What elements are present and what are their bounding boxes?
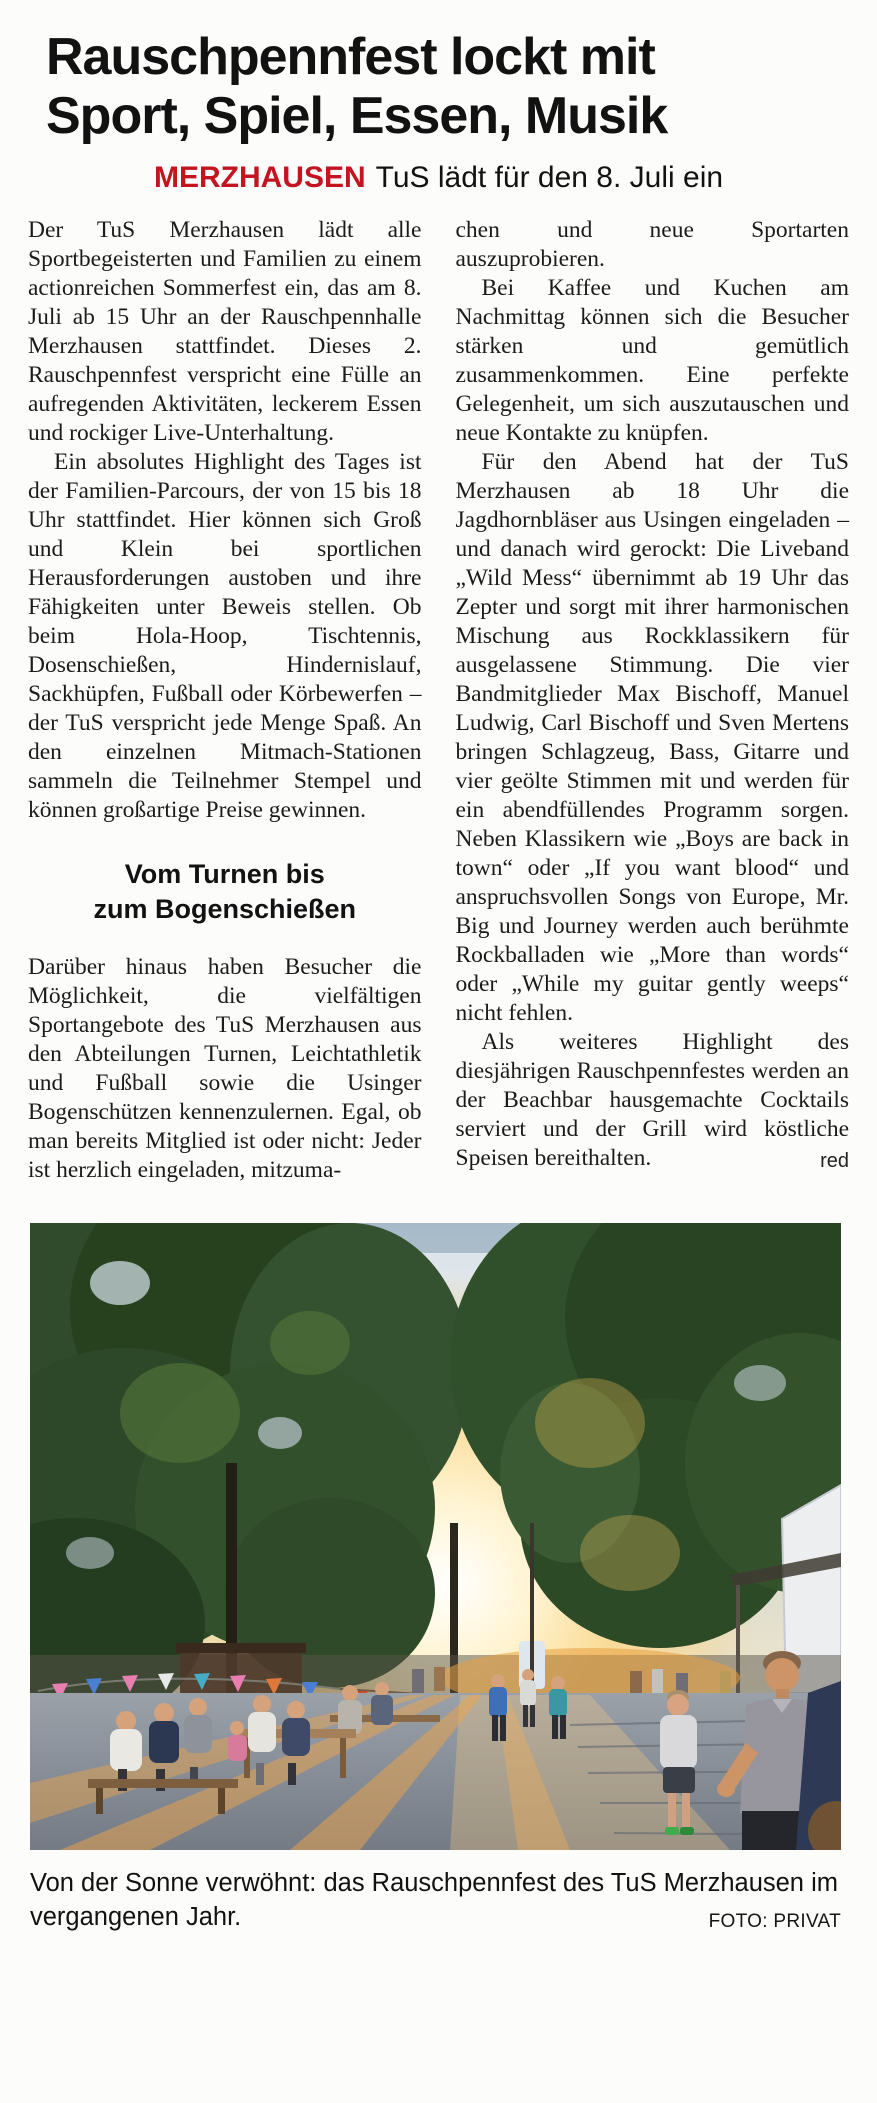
paragraph: Für den Abend hat der TuS Merzhausen ab 18 Uhr die Jagdhornbläser aus Usingen eingeladen – und danach wird gerockt: Die Liveband „Wild Mess“ übernimmt ab 19 Uhr das Zepter und sorgt mit ihrer harmonischen Mischung aus Rockklassikern für ausgelassene Stimmung. Die vier Bandmitglieder Max Bischoff, Manuel Ludwig, Carl Bischoff und Sven Mertens bringen Schlagzeug, Bass, Gitarre und vier geölte Stimmen mit und werden für ein abendfüllendes Programm sorgen. Neben Klassikern wie „Boys are back in town“ oder „If you want blood“ und anspruchsvollen Songs von Europe, Mr. Big und Journey werden auch berühmte Rockballaden wie „More than words“ oder „While my guitar gently weeps“ nicht fehlen. [455, 448, 849, 1026]
photo-credit: FOTO: PRIVAT [708, 1910, 841, 1932]
article-photo [30, 1223, 841, 1850]
paragraph: Bei Kaffee und Kuchen am Nachmittag können sich die Besucher stärken und gemütlich zusammenkommen. Eine perfekte Gelegenheit, um sich auszutauschen und neue Kontakte zu knüpfen. [455, 274, 849, 446]
article-headline [46, 28, 849, 146]
crosshead-line-1: Vom Turnen bis [124, 858, 325, 889]
paragraph: Der TuS Merzhausen lädt alle Sportbegeisterten und Familien zu einem actionreichen Sommerfest ein, das am 8. Juli ab 15 Uhr an der Rauschpennhalle Merzhausen stattfindet. Dieses 2. Rauschpennfest verspricht eine Fülle an aufregenden Aktivitäten, leckerem Essen und rockiger Live-Unterhaltung. [28, 216, 422, 446]
deck-text: TuS lädt für den 8. Juli ein [375, 160, 724, 194]
crosshead [28, 857, 422, 927]
paragraph-text: Als weiteres Highlight des diesjährigen Rauschpennfestes werden an der Beachbar hausgemachte Cocktails serviert und der Grill wird köstliche Speisen bereithalten. [455, 1028, 849, 1171]
headline-line-1: Rauschpennfest lockt mit [46, 28, 655, 86]
photo-caption [30, 1866, 841, 1934]
caption-text: Von der Sonne verwöhnt: das Rauschpennfest des TuS Merzhausen im vergangenen Jahr. [30, 1868, 838, 1931]
author-signature: red [820, 1149, 849, 1172]
headline-line-2: Sport, Spiel, Essen, Musik [46, 86, 668, 145]
paragraph: Darüber hinaus haben Besucher die Möglichkeit, die vielfältigen Sportangebote des TuS Merzhausen aus den Abteilungen Turnen, Leichtathletik und Fußball sowie die Usinger Bogenschützen kennenzulernen. Egal, ob man bereits Mitglied ist oder nicht: Jeder ist herzlich eingeladen, mitzuma- [28, 953, 422, 1183]
column-right [456, 216, 850, 1185]
paragraph [456, 1028, 850, 1173]
article-photo-figure [30, 1223, 849, 1850]
article-body [28, 216, 849, 1185]
paragraph: Ein absolutes Highlight des Tages ist der Familien-Parcours, der von 15 bis 18 Uhr stattfindet. Hier können sich Groß und Klein bei sportlichen Herausforderungen austoben und ihre Fähigkeiten unter Beweis stellen. Ob beim Hola-Hoop, Tischtennis, Dosenschießen, Hindernislauf, Sackhüpfen, Fußball oder Körbewerfen – der TuS verspricht jede Menge Spaß. An den einzelnen Mitmach-Stationen sammeln die Teilnehmer Stempel und können großartige Preise gewinnen. [28, 448, 422, 823]
column-left [28, 216, 422, 1185]
location-kicker: MERZHAUSEN [153, 160, 366, 194]
paragraph: chen und neue Sportarten auszuprobieren. [455, 216, 849, 272]
article-deck [28, 160, 849, 196]
crosshead-line-2: zum Bogenschießen [93, 893, 357, 924]
